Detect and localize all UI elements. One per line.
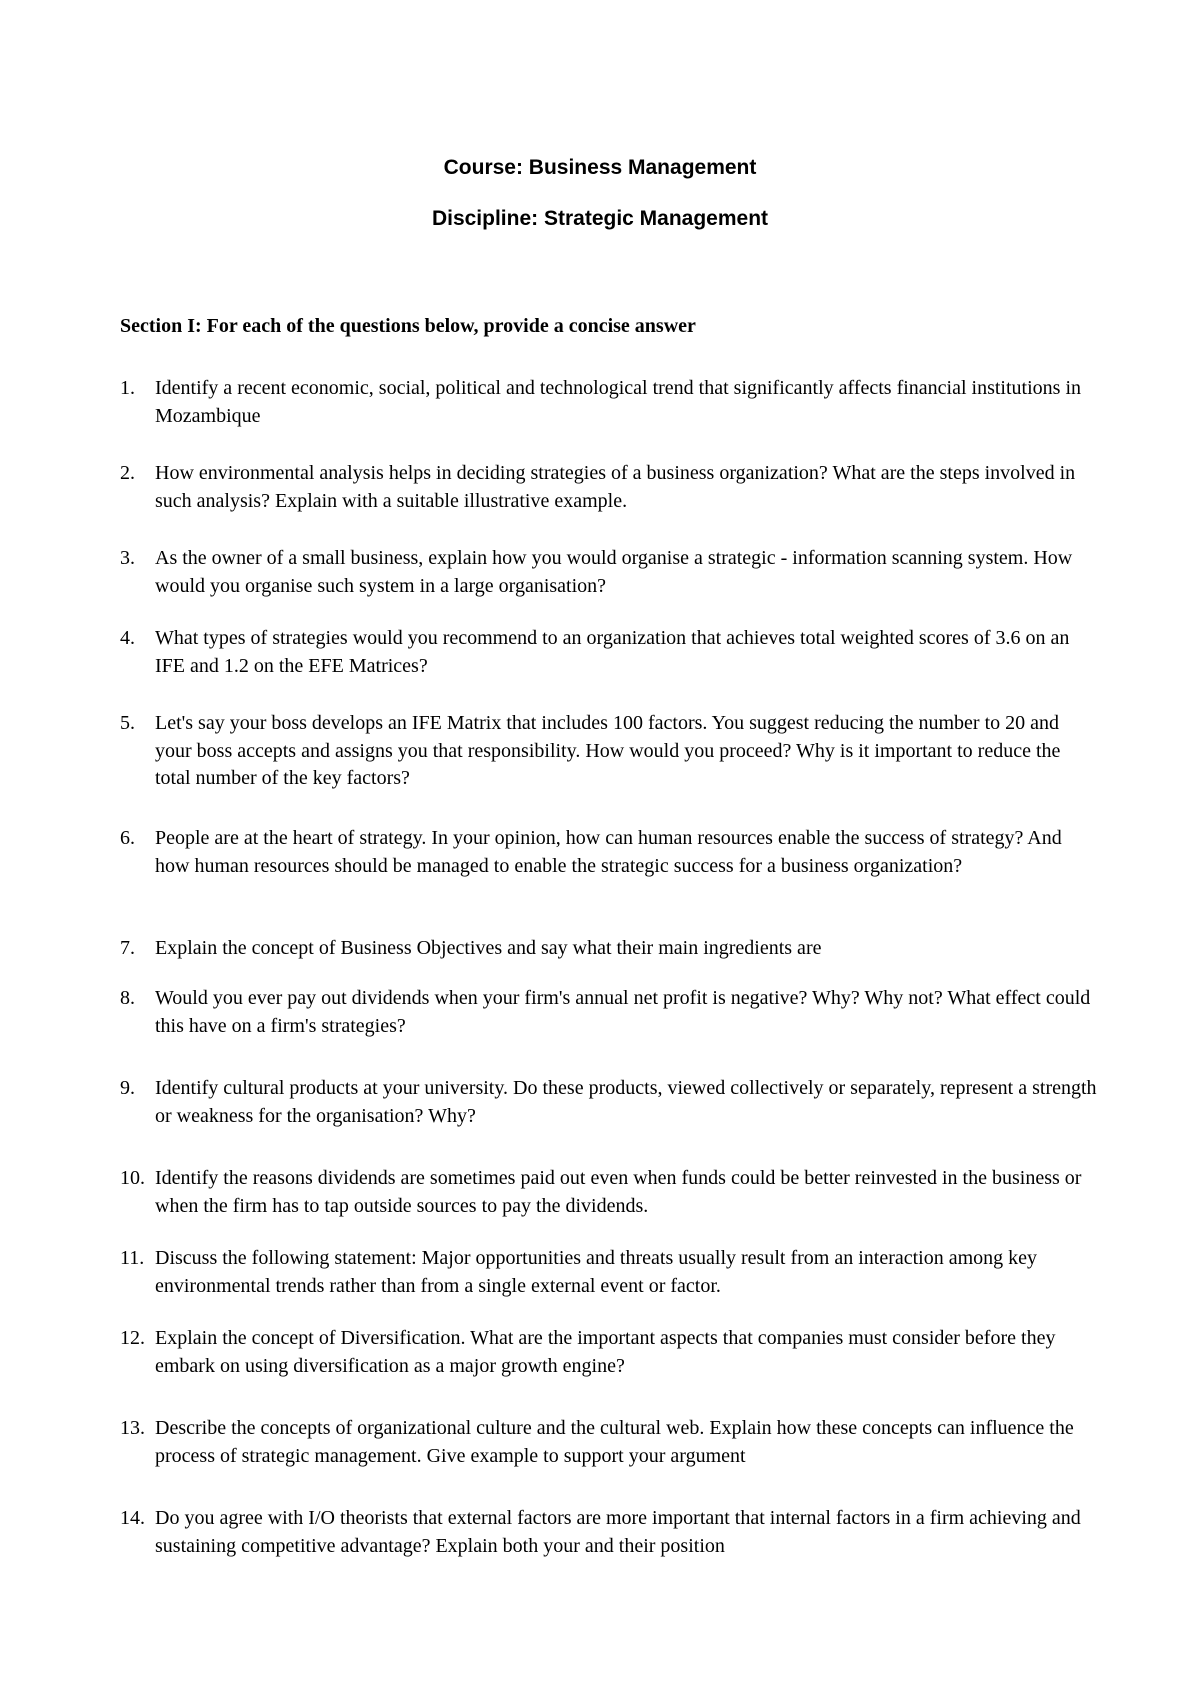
question-text: Let's say your boss develops an IFE Matrix that includes 100 factors. You suggest reducing the number to 20 and your boss accepts and assigns you that responsibility. How would you proceed? Why is it important to reduce the total number of the key factors?: [155, 712, 1061, 789]
list-item: [120, 985, 1100, 1040]
list-item: [120, 1165, 1100, 1220]
question-text: What types of strategies would you recommend to an organization that achieves total weighted scores of 3.6 on an IFE and 1.2 on the EFE Matrices?: [155, 627, 1070, 677]
list-item: [120, 375, 1100, 430]
question-text: Explain the concept of Diversification. What are the important aspects that companies must consider before they embark on using diversification as a major growth engine?: [155, 1327, 1056, 1377]
discipline-heading: Discipline: Strategic Management: [431, 207, 769, 230]
question-text: Would you ever pay out dividends when your firm's annual net profit is negative? Why? Why not? What effect could this have on a firm's strategies?: [155, 987, 1091, 1037]
question-text: As the owner of a small business, explain how you would organise a strategic - information scanning system. How would you organise such system in a large organisation?: [155, 547, 1073, 597]
question-number: 1.: [120, 377, 135, 399]
list-item: [120, 545, 1100, 600]
question-number: 14.: [120, 1507, 145, 1529]
question-text: How environmental analysis helps in deciding strategies of a business organization? What are the steps involved in such analysis? Explain with a suitable illustrative example.: [155, 462, 1076, 512]
question-number: 11.: [120, 1247, 145, 1269]
list-item: [120, 825, 1100, 880]
question-text: People are at the heart of strategy. In your opinion, how can human resources enable the success of strategy? And how human resources should be managed to enable the strategic success for a business organization?: [155, 827, 1062, 877]
question-text: Identify a recent economic, social, political and technological trend that significantly affects financial institutions in Mozambique: [155, 377, 1081, 427]
question-text: Describe the concepts of organizational culture and the cultural web. Explain how these concepts can influence the process of strategic management. Give example to support your argument: [155, 1417, 1074, 1467]
question-number: 9.: [120, 1077, 135, 1099]
list-item: [120, 1325, 1100, 1380]
section-title: Section I: For each of the questions below, provide a concise answer: [120, 315, 696, 337]
question-text: Identify the reasons dividends are sometimes paid out even when funds could be better reinvested in the business or when the firm has to tap outside sources to pay the dividends.: [155, 1167, 1082, 1217]
list-item: [120, 1415, 1100, 1470]
question-number: 13.: [120, 1417, 145, 1439]
question-text: Identify cultural products at your university. Do these products, viewed collectively or separately, represent a strength or weakness for the organisation? Why?: [155, 1077, 1097, 1127]
course-heading: Course: Business Management: [443, 156, 757, 179]
question-number: 8.: [120, 987, 135, 1009]
question-number: 4.: [120, 627, 135, 649]
question-text: Explain the concept of Business Objectives and say what their main ingredients are: [155, 937, 822, 959]
list-item: [120, 1245, 1100, 1300]
question-number: 7.: [120, 937, 135, 959]
question-number: 2.: [120, 462, 135, 484]
list-item: [120, 460, 1100, 515]
list-item: [120, 1505, 1100, 1560]
question-number: 6.: [120, 827, 135, 849]
question-text: Discuss the following statement: Major opportunities and threats usually result from an interaction among key environmental trends rather than from a single external event or factor.: [155, 1247, 1038, 1297]
question-number: 12.: [120, 1327, 145, 1349]
question-text: Do you agree with I/O theorists that external factors are more important that internal factors in a firm achieving and sustaining competitive advantage? Explain both your and their position: [155, 1507, 1081, 1557]
list-item: [120, 710, 1100, 793]
list-item: [120, 625, 1100, 680]
question-number: 3.: [120, 547, 135, 569]
list-item: [120, 1075, 1100, 1130]
list-item: [120, 935, 1100, 963]
question-number: 5.: [120, 712, 135, 734]
question-number: 10.: [120, 1167, 145, 1189]
